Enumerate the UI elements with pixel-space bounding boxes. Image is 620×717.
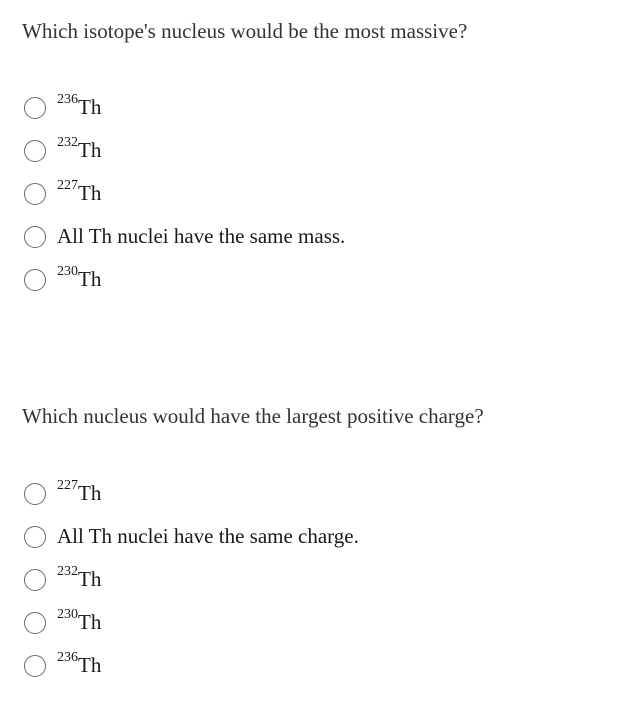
- answer-label: [57, 178, 102, 205]
- answer-option[interactable]: [24, 172, 345, 215]
- radio-button[interactable]: [24, 483, 46, 505]
- mass-number: 227: [57, 478, 78, 493]
- radio-button[interactable]: [24, 140, 46, 162]
- question-2-prompt: Which nucleus would have the largest positive charge?: [22, 404, 484, 428]
- answer-option[interactable]: [24, 644, 359, 687]
- mass-number: 236: [57, 92, 78, 107]
- question-1-prompt: Which isotope's nucleus would be the most massive?: [22, 19, 468, 43]
- radio-button[interactable]: [24, 612, 46, 634]
- element-symbol: Th: [78, 610, 102, 634]
- question-1-options: [24, 86, 345, 301]
- radio-button[interactable]: [24, 526, 46, 548]
- radio-button[interactable]: [24, 655, 46, 677]
- answer-label: [57, 650, 102, 677]
- answer-label: [57, 92, 102, 119]
- element-symbol: Th: [78, 653, 102, 677]
- answer-option[interactable]: [24, 472, 359, 515]
- mass-number: 232: [57, 135, 78, 150]
- element-symbol: Th: [78, 181, 102, 205]
- radio-button[interactable]: [24, 97, 46, 119]
- mass-number: 230: [57, 264, 78, 279]
- element-symbol: Th: [78, 138, 102, 162]
- answer-label: [57, 564, 102, 591]
- element-symbol: Th: [78, 567, 102, 591]
- element-symbol: Th: [78, 95, 102, 119]
- mass-number: 230: [57, 607, 78, 622]
- answer-label: [57, 135, 102, 162]
- answer-label: [57, 478, 102, 505]
- answer-option[interactable]: [24, 601, 359, 644]
- mass-number: 236: [57, 650, 78, 665]
- answer-option[interactable]: [24, 86, 345, 129]
- radio-button[interactable]: [24, 183, 46, 205]
- answer-option[interactable]: [24, 558, 359, 601]
- answer-option[interactable]: [24, 215, 345, 258]
- mass-number: 227: [57, 178, 78, 193]
- radio-button[interactable]: [24, 226, 46, 248]
- element-symbol: Th: [78, 481, 102, 505]
- element-symbol: Th: [78, 267, 102, 291]
- radio-button[interactable]: [24, 269, 46, 291]
- answer-label: All Th nuclei have the same mass.: [57, 224, 346, 248]
- radio-button[interactable]: [24, 569, 46, 591]
- answer-option[interactable]: [24, 258, 345, 301]
- answer-label: All Th nuclei have the same charge.: [57, 524, 359, 548]
- answer-option[interactable]: [24, 515, 359, 558]
- answer-label: [57, 607, 102, 634]
- answer-option[interactable]: [24, 129, 345, 172]
- mass-number: 232: [57, 564, 78, 579]
- question-2-options: [24, 472, 359, 687]
- answer-label: [57, 264, 102, 291]
